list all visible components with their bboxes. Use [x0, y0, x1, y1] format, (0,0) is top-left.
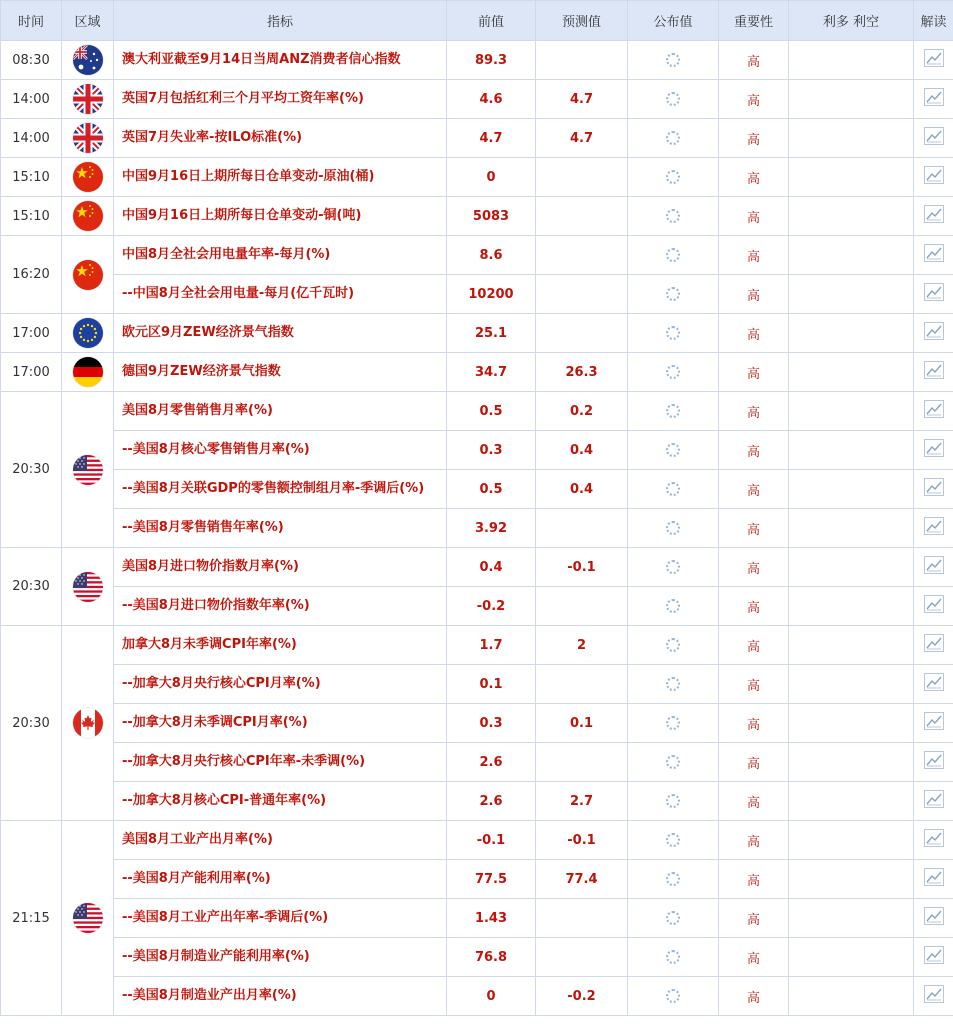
event-time: 15:10 — [1, 158, 62, 197]
analysis-cell[interactable] — [914, 977, 953, 1016]
region-flag — [62, 548, 114, 626]
table-row — [1, 821, 953, 860]
importance-value: 高 — [719, 392, 789, 431]
chart-icon[interactable] — [924, 556, 944, 578]
col-published: 公布值 — [628, 1, 719, 41]
loading-spinner-icon — [666, 92, 680, 106]
published-value — [628, 548, 719, 587]
previous-value: 0.5 — [447, 470, 536, 509]
previous-value: 10200 — [447, 275, 536, 314]
table-row — [1, 431, 953, 470]
table-row — [1, 197, 953, 236]
indicator-name[interactable]: 德国9月ZEW经济景气指数 — [114, 353, 447, 392]
importance-value: 高 — [719, 158, 789, 197]
col-previous: 前值 — [447, 1, 536, 41]
impact-cell — [789, 353, 914, 392]
event-time: 20:30 — [1, 626, 62, 821]
impact-cell — [789, 509, 914, 548]
previous-value: 2.6 — [447, 782, 536, 821]
forecast-value: 2 — [536, 626, 628, 665]
published-value — [628, 938, 719, 977]
published-value — [628, 353, 719, 392]
table-row — [1, 275, 953, 314]
china-flag-icon — [73, 260, 103, 290]
indicator-name[interactable]: 中国9月16日上期所每日仓单变动-原油(桶) — [114, 158, 447, 197]
impact-cell — [789, 392, 914, 431]
indicator-name[interactable]: --加拿大8月未季调CPI月率(%) — [114, 704, 447, 743]
forecast-value — [536, 899, 628, 938]
analysis-cell[interactable] — [914, 431, 953, 470]
table-row — [1, 392, 953, 431]
table-row — [1, 470, 953, 509]
indicator-name[interactable]: 英国7月失业率-按ILO标准(%) — [114, 119, 447, 158]
germany-flag-icon — [73, 357, 103, 387]
impact-cell — [789, 236, 914, 275]
forecast-value — [536, 236, 628, 275]
forecast-value — [536, 41, 628, 80]
chart-icon[interactable] — [924, 400, 944, 422]
forecast-value — [536, 743, 628, 782]
indicator-name[interactable]: --美国8月制造业产能利用率(%) — [114, 938, 447, 977]
previous-value: 0.3 — [447, 431, 536, 470]
analysis-cell[interactable] — [914, 80, 953, 119]
impact-cell — [789, 197, 914, 236]
chart-icon[interactable] — [924, 88, 944, 110]
region-flag — [62, 41, 114, 80]
loading-spinner-icon — [666, 53, 680, 67]
published-value — [628, 41, 719, 80]
analysis-cell[interactable] — [914, 743, 953, 782]
previous-value: 4.7 — [447, 119, 536, 158]
indicator-name[interactable]: 美国8月零售销售月率(%) — [114, 392, 447, 431]
region-flag — [62, 158, 114, 197]
impact-cell — [789, 704, 914, 743]
impact-cell — [789, 158, 914, 197]
us-flag-icon — [73, 455, 103, 485]
previous-value: 4.6 — [447, 80, 536, 119]
forecast-value — [536, 158, 628, 197]
loading-spinner-icon — [666, 482, 680, 496]
importance-value: 高 — [719, 977, 789, 1016]
impact-cell — [789, 119, 914, 158]
loading-spinner-icon — [666, 560, 680, 574]
impact-cell — [789, 587, 914, 626]
chart-icon[interactable] — [924, 829, 944, 851]
analysis-cell[interactable] — [914, 665, 953, 704]
region-flag — [62, 626, 114, 821]
chart-icon[interactable] — [924, 166, 944, 188]
analysis-cell[interactable] — [914, 314, 953, 353]
loading-spinner-icon — [666, 716, 680, 730]
chart-icon[interactable] — [924, 49, 944, 71]
impact-cell — [789, 80, 914, 119]
analysis-cell[interactable] — [914, 353, 953, 392]
forecast-value: 4.7 — [536, 80, 628, 119]
loading-spinner-icon — [666, 443, 680, 457]
event-time: 14:00 — [1, 119, 62, 158]
analysis-cell[interactable] — [914, 782, 953, 821]
region-flag — [62, 314, 114, 353]
event-time: 20:30 — [1, 392, 62, 548]
importance-value: 高 — [719, 41, 789, 80]
importance-value: 高 — [719, 899, 789, 938]
chart-icon[interactable] — [924, 205, 944, 227]
published-value — [628, 509, 719, 548]
published-value — [628, 977, 719, 1016]
indicator-name[interactable]: --加拿大8月核心CPI-普通年率(%) — [114, 782, 447, 821]
importance-value: 高 — [719, 938, 789, 977]
analysis-cell[interactable] — [914, 626, 953, 665]
analysis-cell[interactable] — [914, 938, 953, 977]
analysis-cell[interactable] — [914, 704, 953, 743]
loading-spinner-icon — [666, 521, 680, 535]
importance-value: 高 — [719, 236, 789, 275]
table-row — [1, 860, 953, 899]
published-value — [628, 743, 719, 782]
published-value — [628, 392, 719, 431]
previous-value: 89.3 — [447, 41, 536, 80]
forecast-value — [536, 197, 628, 236]
loading-spinner-icon — [666, 755, 680, 769]
forecast-value — [536, 665, 628, 704]
previous-value: 0.4 — [447, 548, 536, 587]
previous-value: 0 — [447, 977, 536, 1016]
published-value — [628, 197, 719, 236]
forecast-value: -0.2 — [536, 977, 628, 1016]
importance-value: 高 — [719, 80, 789, 119]
impact-cell — [789, 899, 914, 938]
previous-value: 0.5 — [447, 392, 536, 431]
impact-cell — [789, 626, 914, 665]
col-region: 区域 — [62, 1, 114, 41]
forecast-value: -0.1 — [536, 548, 628, 587]
loading-spinner-icon — [666, 404, 680, 418]
forecast-value: -0.1 — [536, 821, 628, 860]
forecast-value: 0.1 — [536, 704, 628, 743]
analysis-cell[interactable] — [914, 236, 953, 275]
col-impact: 利多 利空 — [789, 1, 914, 41]
indicator-name[interactable]: --美国8月核心零售销售月率(%) — [114, 431, 447, 470]
importance-value: 高 — [719, 470, 789, 509]
china-flag-icon — [73, 162, 103, 192]
chart-icon[interactable] — [924, 673, 944, 695]
forecast-value — [536, 275, 628, 314]
event-time: 20:30 — [1, 548, 62, 626]
analysis-cell[interactable] — [914, 158, 953, 197]
chart-icon[interactable] — [924, 244, 944, 266]
event-time: 16:20 — [1, 236, 62, 314]
previous-value: -0.2 — [447, 587, 536, 626]
analysis-cell[interactable] — [914, 587, 953, 626]
chart-icon[interactable] — [924, 361, 944, 383]
chart-icon[interactable] — [924, 439, 944, 461]
forecast-value — [536, 938, 628, 977]
chart-icon[interactable] — [924, 946, 944, 968]
indicator-name[interactable]: 加拿大8月未季调CPI年率(%) — [114, 626, 447, 665]
indicator-name[interactable]: 英国7月包括红利三个月平均工资年率(%) — [114, 80, 447, 119]
loading-spinner-icon — [666, 209, 680, 223]
forecast-value: 77.4 — [536, 860, 628, 899]
previous-value: 3.92 — [447, 509, 536, 548]
loading-spinner-icon — [666, 248, 680, 262]
loading-spinner-icon — [666, 287, 680, 301]
analysis-cell[interactable] — [914, 899, 953, 938]
table-row — [1, 158, 953, 197]
analysis-cell[interactable] — [914, 509, 953, 548]
previous-value: 2.6 — [447, 743, 536, 782]
loading-spinner-icon — [666, 794, 680, 808]
uk-flag-icon — [73, 84, 103, 114]
eu-flag-icon — [73, 318, 103, 348]
importance-value: 高 — [719, 743, 789, 782]
published-value — [628, 119, 719, 158]
chart-icon[interactable] — [924, 751, 944, 773]
importance-value: 高 — [719, 314, 789, 353]
importance-value: 高 — [719, 275, 789, 314]
indicator-name[interactable]: --美国8月制造业产出月率(%) — [114, 977, 447, 1016]
region-flag — [62, 353, 114, 392]
region-flag — [62, 80, 114, 119]
previous-value: 1.43 — [447, 899, 536, 938]
analysis-cell[interactable] — [914, 197, 953, 236]
importance-value: 高 — [719, 626, 789, 665]
forecast-value: 0.4 — [536, 431, 628, 470]
table-row — [1, 119, 953, 158]
chart-icon[interactable] — [924, 712, 944, 734]
australia-flag-icon — [73, 45, 103, 75]
published-value — [628, 782, 719, 821]
previous-value: 0.3 — [447, 704, 536, 743]
impact-cell — [789, 743, 914, 782]
analysis-cell[interactable] — [914, 860, 953, 899]
published-value — [628, 236, 719, 275]
indicator-name[interactable]: --加拿大8月央行核心CPI月率(%) — [114, 665, 447, 704]
chart-icon[interactable] — [924, 478, 944, 500]
indicator-name[interactable]: 中国9月16日上期所每日仓单变动-铜(吨) — [114, 197, 447, 236]
analysis-cell[interactable] — [914, 470, 953, 509]
importance-value: 高 — [719, 665, 789, 704]
published-value — [628, 821, 719, 860]
indicator-name[interactable]: 美国8月进口物价指数月率(%) — [114, 548, 447, 587]
forecast-value: 0.2 — [536, 392, 628, 431]
loading-spinner-icon — [666, 911, 680, 925]
published-value — [628, 470, 719, 509]
published-value — [628, 275, 719, 314]
table-row — [1, 665, 953, 704]
analysis-cell[interactable] — [914, 275, 953, 314]
uk-flag-icon — [73, 123, 103, 153]
indicator-name[interactable]: 美国8月工业产出月率(%) — [114, 821, 447, 860]
table-row — [1, 782, 953, 821]
event-time: 08:30 — [1, 41, 62, 80]
table-row — [1, 548, 953, 587]
canada-flag-icon — [73, 708, 103, 738]
region-flag — [62, 119, 114, 158]
region-flag — [62, 821, 114, 1016]
impact-cell — [789, 821, 914, 860]
table-row — [1, 743, 953, 782]
table-row — [1, 509, 953, 548]
col-indicator: 指标 — [114, 1, 447, 41]
importance-value: 高 — [719, 431, 789, 470]
importance-value: 高 — [719, 587, 789, 626]
chart-icon[interactable] — [924, 634, 944, 656]
us-flag-icon — [73, 903, 103, 933]
analysis-cell[interactable] — [914, 821, 953, 860]
importance-value: 高 — [719, 509, 789, 548]
table-row — [1, 626, 953, 665]
importance-value: 高 — [719, 860, 789, 899]
published-value — [628, 80, 719, 119]
analysis-cell[interactable] — [914, 41, 953, 80]
importance-value: 高 — [719, 119, 789, 158]
event-time: 17:00 — [1, 353, 62, 392]
indicator-name[interactable]: --中国8月全社会用电量-每月(亿千瓦时) — [114, 275, 447, 314]
previous-value: 5083 — [447, 197, 536, 236]
previous-value: 8.6 — [447, 236, 536, 275]
impact-cell — [789, 977, 914, 1016]
previous-value: 76.8 — [447, 938, 536, 977]
previous-value: 0.1 — [447, 665, 536, 704]
forecast-value: 0.4 — [536, 470, 628, 509]
indicator-name[interactable]: --加拿大8月央行核心CPI年率-未季调(%) — [114, 743, 447, 782]
chart-icon[interactable] — [924, 985, 944, 1007]
indicator-name[interactable]: 澳大利亚截至9月14日当周ANZ消费者信心指数 — [114, 41, 447, 80]
forecast-value: 26.3 — [536, 353, 628, 392]
event-time: 17:00 — [1, 314, 62, 353]
impact-cell — [789, 314, 914, 353]
impact-cell — [789, 860, 914, 899]
published-value — [628, 665, 719, 704]
loading-spinner-icon — [666, 677, 680, 691]
chart-icon[interactable] — [924, 907, 944, 929]
forecast-value — [536, 587, 628, 626]
indicator-name[interactable]: 欧元区9月ZEW经济景气指数 — [114, 314, 447, 353]
forecast-value — [536, 509, 628, 548]
impact-cell — [789, 431, 914, 470]
col-importance: 重要性 — [719, 1, 789, 41]
loading-spinner-icon — [666, 833, 680, 847]
chart-icon[interactable] — [924, 517, 944, 539]
table-row — [1, 236, 953, 275]
loading-spinner-icon — [666, 950, 680, 964]
published-value — [628, 626, 719, 665]
chart-icon[interactable] — [924, 868, 944, 890]
table-row — [1, 587, 953, 626]
impact-cell — [789, 782, 914, 821]
chart-icon[interactable] — [924, 322, 944, 344]
previous-value: 1.7 — [447, 626, 536, 665]
col-analysis: 解读 — [914, 1, 953, 41]
col-time: 时间 — [1, 1, 62, 41]
published-value — [628, 587, 719, 626]
published-value — [628, 860, 719, 899]
indicator-name[interactable]: --美国8月零售销售年率(%) — [114, 509, 447, 548]
published-value — [628, 431, 719, 470]
forecast-value — [536, 314, 628, 353]
col-forecast: 预测值 — [536, 1, 628, 41]
loading-spinner-icon — [666, 872, 680, 886]
table-row — [1, 41, 953, 80]
table-row — [1, 899, 953, 938]
chart-icon[interactable] — [924, 127, 944, 149]
published-value — [628, 899, 719, 938]
loading-spinner-icon — [666, 638, 680, 652]
loading-spinner-icon — [666, 989, 680, 1003]
indicator-name[interactable]: 中国8月全社会用电量年率-每月(%) — [114, 236, 447, 275]
table-header — [1, 1, 953, 41]
previous-value: 77.5 — [447, 860, 536, 899]
indicator-name[interactable]: --美国8月关联GDP的零售额控制组月率-季调后(%) — [114, 470, 447, 509]
event-time: 15:10 — [1, 197, 62, 236]
indicator-name[interactable]: --美国8月进口物价指数年率(%) — [114, 587, 447, 626]
region-flag — [62, 236, 114, 314]
impact-cell — [789, 470, 914, 509]
loading-spinner-icon — [666, 326, 680, 340]
loading-spinner-icon — [666, 170, 680, 184]
chart-icon[interactable] — [924, 595, 944, 617]
importance-value: 高 — [719, 548, 789, 587]
previous-value: 25.1 — [447, 314, 536, 353]
table-row — [1, 314, 953, 353]
event-time: 14:00 — [1, 80, 62, 119]
chart-icon[interactable] — [924, 790, 944, 812]
importance-value: 高 — [719, 821, 789, 860]
impact-cell — [789, 938, 914, 977]
table-row — [1, 353, 953, 392]
indicator-name[interactable]: --美国8月工业产出年率-季调后(%) — [114, 899, 447, 938]
previous-value: 0 — [447, 158, 536, 197]
event-time: 21:15 — [1, 821, 62, 1016]
region-flag — [62, 197, 114, 236]
impact-cell — [789, 665, 914, 704]
previous-value: 34.7 — [447, 353, 536, 392]
loading-spinner-icon — [666, 365, 680, 379]
indicator-name[interactable]: --美国8月产能利用率(%) — [114, 860, 447, 899]
analysis-cell[interactable] — [914, 392, 953, 431]
loading-spinner-icon — [666, 599, 680, 613]
loading-spinner-icon — [666, 131, 680, 145]
analysis-cell[interactable] — [914, 119, 953, 158]
us-flag-icon — [73, 572, 103, 602]
previous-value: -0.1 — [447, 821, 536, 860]
forecast-value: 4.7 — [536, 119, 628, 158]
impact-cell — [789, 275, 914, 314]
importance-value: 高 — [719, 197, 789, 236]
importance-value: 高 — [719, 353, 789, 392]
table-row — [1, 938, 953, 977]
published-value — [628, 314, 719, 353]
china-flag-icon — [73, 201, 103, 231]
forecast-value: 2.7 — [536, 782, 628, 821]
table-row — [1, 80, 953, 119]
published-value — [628, 158, 719, 197]
table-row — [1, 704, 953, 743]
table-row — [1, 977, 953, 1016]
impact-cell — [789, 548, 914, 587]
importance-value: 高 — [719, 704, 789, 743]
chart-icon[interactable] — [924, 283, 944, 305]
published-value — [628, 704, 719, 743]
region-flag — [62, 392, 114, 548]
analysis-cell[interactable] — [914, 548, 953, 587]
importance-value: 高 — [719, 782, 789, 821]
impact-cell — [789, 41, 914, 80]
